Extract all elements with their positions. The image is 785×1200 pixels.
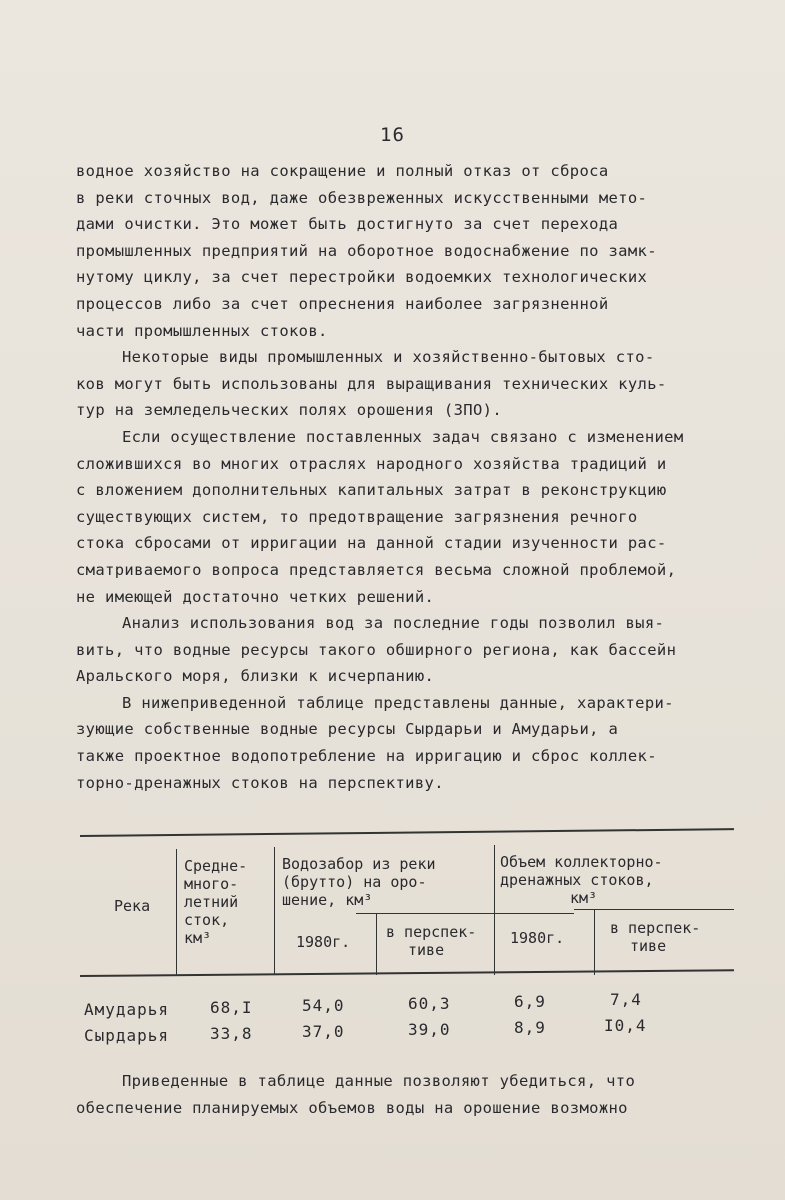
text-line: существующих систем, то предотвращение загрязнения речного	[76, 507, 638, 526]
column-divider	[494, 845, 495, 975]
table-bottom-rule	[80, 969, 734, 977]
row-river-name: Сырдарья	[84, 1026, 170, 1045]
text-line: нутому циклу, за счет перестройки водоемких технологических	[76, 268, 648, 287]
text-line: не имеющей достаточно четких решений.	[76, 587, 435, 606]
header-line: шение, км³	[282, 891, 373, 909]
header-intake-1980: 1980г.	[296, 933, 351, 951]
header-line: тиве	[630, 937, 667, 955]
text-line: части промышленных стоков.	[76, 321, 328, 340]
text-line: В нижеприведенной таблице представлены данные, характери-	[122, 693, 674, 712]
header-line: Водозабор из реки	[282, 855, 436, 873]
cell-intake-future: 39,0	[408, 1020, 451, 1039]
header-line: дренажных стоков,	[500, 871, 654, 889]
cell-mean-flow: 68,I	[210, 998, 253, 1017]
column-divider	[176, 849, 177, 975]
header-line: в перспек-	[610, 919, 701, 937]
row-river-name: Амударья	[84, 1000, 170, 1019]
column-divider	[594, 909, 595, 975]
cell-drainage-1980: 6,9	[514, 992, 546, 1011]
text-line: также проектное водопотребление на ирригацию и сброс коллек-	[76, 747, 657, 766]
text-line: промышленных предприятий на оборотное водоснабжение по замк-	[76, 241, 657, 260]
cell-drainage-1980: 8,9	[514, 1018, 546, 1037]
after-table-text	[76, 1068, 736, 1121]
intake-subheader-rule	[356, 913, 574, 914]
header-line: км³	[570, 889, 598, 907]
header-drainage-1980: 1980г.	[510, 929, 565, 947]
header-line: км³	[184, 929, 212, 947]
page-number: 16	[380, 124, 405, 146]
header-intake	[282, 855, 492, 909]
header-drainage-future	[610, 919, 700, 955]
header-line: Объем коллекторно-	[500, 853, 663, 871]
text-line: процессов либо за счет опреснения наиболее загрязненной	[76, 294, 609, 313]
text-line: водное хозяйство на сокращение и полный отказ от сброса	[76, 162, 609, 180]
drainage-subheader-rule	[574, 909, 734, 910]
header-line: много-	[184, 875, 239, 893]
header-line: в перспек-	[386, 923, 477, 941]
text-line: зующие собственные водные ресурсы Сырдарьи и Амударьи, а	[76, 720, 619, 739]
body-text	[76, 158, 736, 796]
text-line: Аральского моря, близки к исчерпанию.	[76, 667, 435, 686]
cell-drainage-future: 7,4	[610, 990, 642, 1009]
text-line: Если осуществление поставленных задач связано с изменением	[122, 427, 684, 446]
column-divider	[274, 847, 275, 975]
text-line: сматриваемого вопроса представляется весьма сложной проблемой,	[76, 560, 677, 579]
cell-mean-flow: 33,8	[210, 1024, 253, 1043]
text-line: с вложением дополнительных капитальных затрат в реконструкцию	[76, 481, 667, 500]
text-line: обеспечение планируемых объемов воды на орошение возможно	[76, 1098, 628, 1117]
header-river: Река	[114, 897, 151, 915]
header-drainage	[500, 853, 732, 907]
text-line: Анализ использования вод за последние годы позволил выя-	[122, 614, 665, 633]
text-line: торно-дренажных стоков на перспективу.	[76, 773, 444, 792]
header-mean-flow	[184, 857, 272, 947]
header-line: тиве	[408, 941, 445, 959]
text-line: Приведенные в таблице данные позволяют убедиться, что	[122, 1072, 636, 1090]
text-line: дами очистки. Это может быть достигнуто за счет перехода	[76, 215, 619, 234]
text-line: ков могут быть использованы для выращивания технических куль-	[76, 374, 667, 393]
text-line: сложившихся во многих отраслях народного хозяйства традиций и	[76, 454, 667, 473]
cell-intake-future: 60,3	[408, 994, 451, 1013]
header-line: сток,	[184, 911, 230, 929]
table-top-rule	[80, 828, 734, 837]
header-intake-future	[386, 923, 476, 959]
text-line: вить, что водные ресурсы такого обширного региона, как бассейн	[76, 640, 677, 659]
text-line: тур на земледельческих полях орошения (ЗПО).	[76, 401, 502, 420]
text-line: в реки сточных вод, даже обезвреженных искусственными мето-	[76, 188, 648, 207]
cell-intake-1980: 37,0	[302, 1022, 345, 1041]
cell-intake-1980: 54,0	[302, 996, 345, 1015]
cell-drainage-future: I0,4	[604, 1016, 647, 1035]
header-line: летний	[184, 893, 239, 911]
water-resources-table	[80, 835, 734, 975]
text-line: стока сбросами от ирригации на данной стадии изученности рас-	[76, 534, 667, 553]
header-line: Средне-	[184, 857, 248, 875]
column-divider	[376, 913, 377, 975]
text-line: Некоторые виды промышленных и хозяйственно-бытовых сто-	[122, 348, 655, 367]
header-line: (брутто) на оро-	[282, 873, 427, 891]
